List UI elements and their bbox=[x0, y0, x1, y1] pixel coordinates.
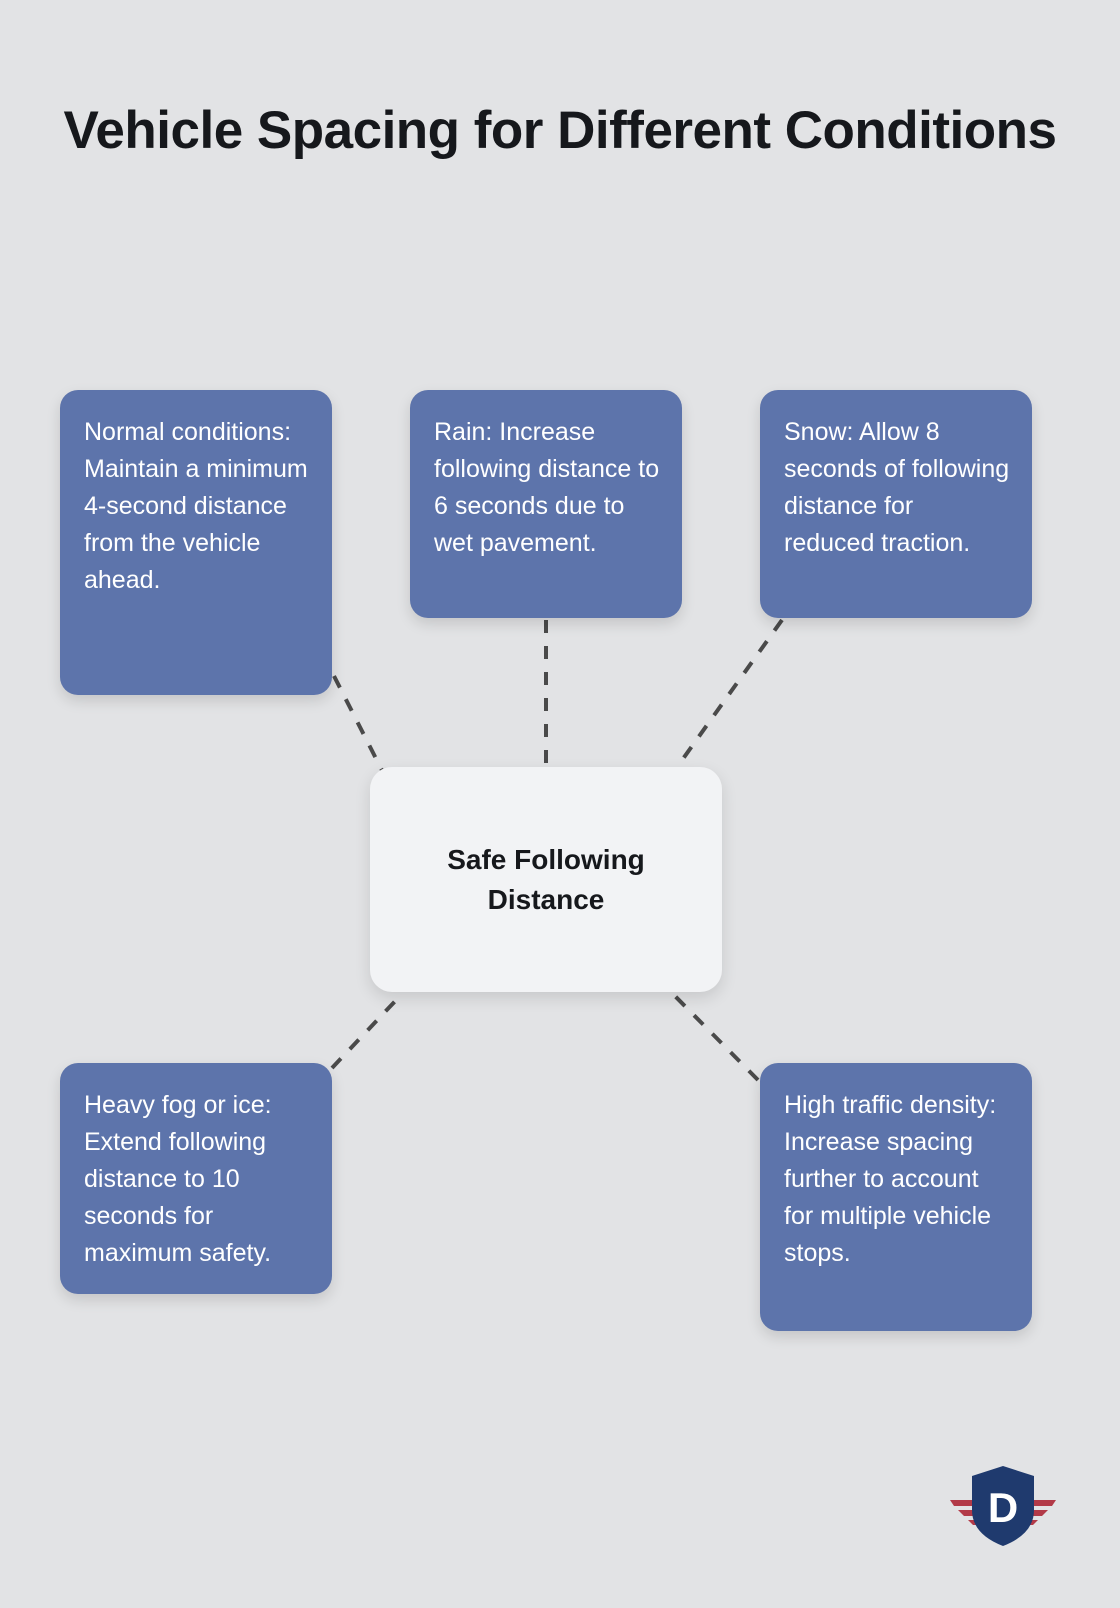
page-title: Vehicle Spacing for Different Conditions bbox=[63, 101, 1057, 160]
center-node-safe-following-distance[interactable]: Safe Following Distance bbox=[370, 767, 722, 992]
connector-snow-to-center bbox=[665, 620, 782, 784]
node-rain[interactable]: Rain: Increase following distance to 6 seconds due to wet pavement. bbox=[410, 390, 682, 618]
connector-traffic-to-center bbox=[672, 993, 758, 1080]
logo-letter: D bbox=[987, 1484, 1019, 1531]
node-high-traffic-density[interactable]: High traffic density: Increase spacing further to account for multiple vehicle stops. bbox=[760, 1063, 1032, 1331]
brand-logo bbox=[948, 1460, 1058, 1550]
node-heavy-fog-or-ice[interactable]: Heavy fog or ice: Extend following distance to 10 seconds for maximum safety. bbox=[60, 1063, 332, 1294]
node-normal-conditions[interactable]: Normal conditions: Maintain a minimum 4-second distance from the vehicle ahead. bbox=[60, 390, 332, 695]
node-snow[interactable]: Snow: Allow 8 seconds of following distance for reduced traction. bbox=[760, 390, 1032, 618]
connector-fog-to-center bbox=[332, 996, 400, 1068]
